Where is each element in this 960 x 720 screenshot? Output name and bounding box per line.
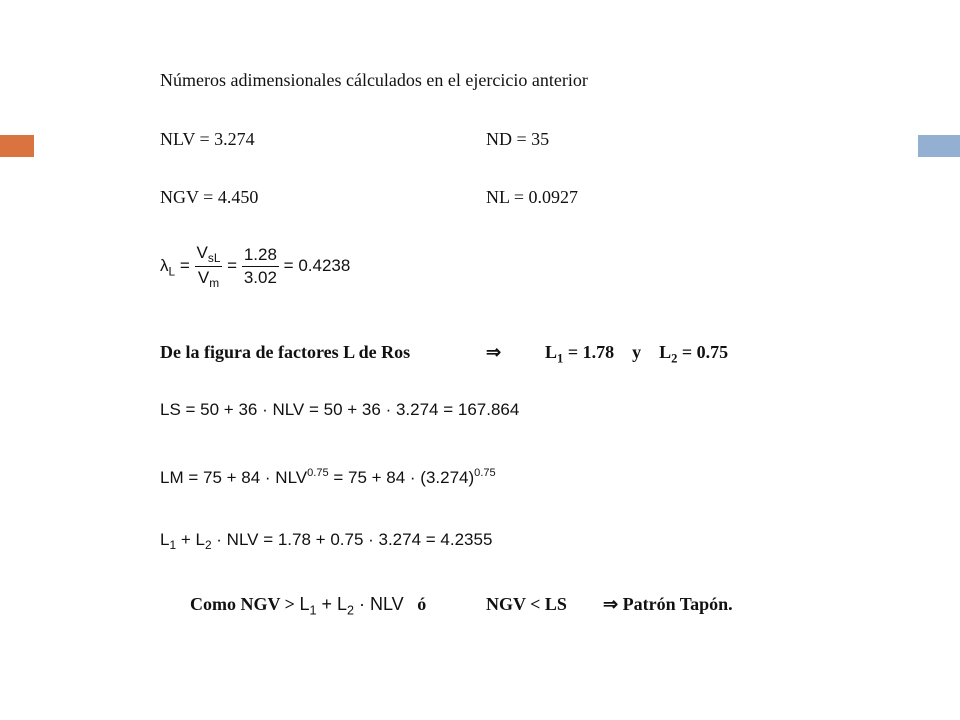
eq-l1-sub: 1 [169,538,177,553]
lambda-symbol: λ [160,256,169,276]
conclusion-ls: NGV < LS [486,594,567,614]
lambda-equation [160,243,350,290]
conclusion-arrow: ⇒ [603,594,619,614]
lm-exp1: 0.75 [307,467,329,479]
l1-value: = 1.78 [563,342,615,362]
conclusion-plus-l2: + L [316,594,347,614]
nd-value: ND = 35 [486,129,550,149]
right-accent-bar [918,135,960,157]
l2-label: L [659,342,672,362]
conclusion-condition [190,594,426,617]
conclusion-l1: L [299,594,310,614]
ros-text: De la figura de factores L de Ros [160,342,411,362]
heading-text: Números adimensionales cálculados en el ejercicio anterior [160,70,588,90]
nlv-value: NLV = 3.274 [160,129,255,149]
ros-values [545,342,728,366]
lambda-sub: L [168,264,176,279]
frac1-den-sub: m [209,276,220,291]
conclusion-l1-sub: 1 [309,603,317,618]
nl-value: NL = 0.0927 [486,187,578,207]
lambda-eq2: = [227,256,238,276]
left-accent-bar [0,135,34,157]
lambda-result: = 0.4238 [283,256,351,276]
conclusion-nlv: · NLV [354,594,404,614]
l1-l2-equation [160,530,492,552]
lm-part2: = 75 + 84 · (3.274) [328,468,475,488]
eq-plus-l2: + L [176,530,205,549]
lm-part1: LM = 75 + 84 · NLV [160,468,308,488]
ngv-value: NGV = 4.450 [160,187,259,207]
eq-l2-sub: 2 [204,538,212,553]
l2-sub: 2 [671,351,678,366]
frac1-den: V [197,268,210,288]
conclusion-result [603,594,733,615]
eq-l1: L [160,530,170,549]
lambda-eq1: = [179,256,190,276]
l1-sub: 1 [557,351,564,366]
eq-rest: · NLV = 1.78 + 0.75 · 3.274 = 4.2355 [211,530,493,549]
conclusion-prefix: Como NGV > [190,594,300,614]
conclusion-l2-sub: 2 [347,603,355,618]
conclusion-pattern: Patrón Tapón. [622,594,733,614]
ros-arrow: ⇒ [486,342,502,362]
conjunction: y [632,342,642,362]
frac1-num: V [196,243,208,262]
l2-value: = 0.75 [677,342,729,362]
frac1-num-sub: sL [207,251,221,266]
numeric-fraction [242,245,279,288]
frac2-num: 1.28 [242,245,279,267]
l1-label: L [545,342,558,362]
conclusion-o: ó [417,594,427,614]
frac2-den: 3.02 [243,268,277,288]
lm-exp2: 0.75 [474,467,496,479]
velocity-fraction [195,243,223,290]
lm-equation [160,467,496,488]
ls-equation: LS = 50 + 36 · NLV = 50 + 36 · 3.274 = 167.864 [160,400,520,419]
